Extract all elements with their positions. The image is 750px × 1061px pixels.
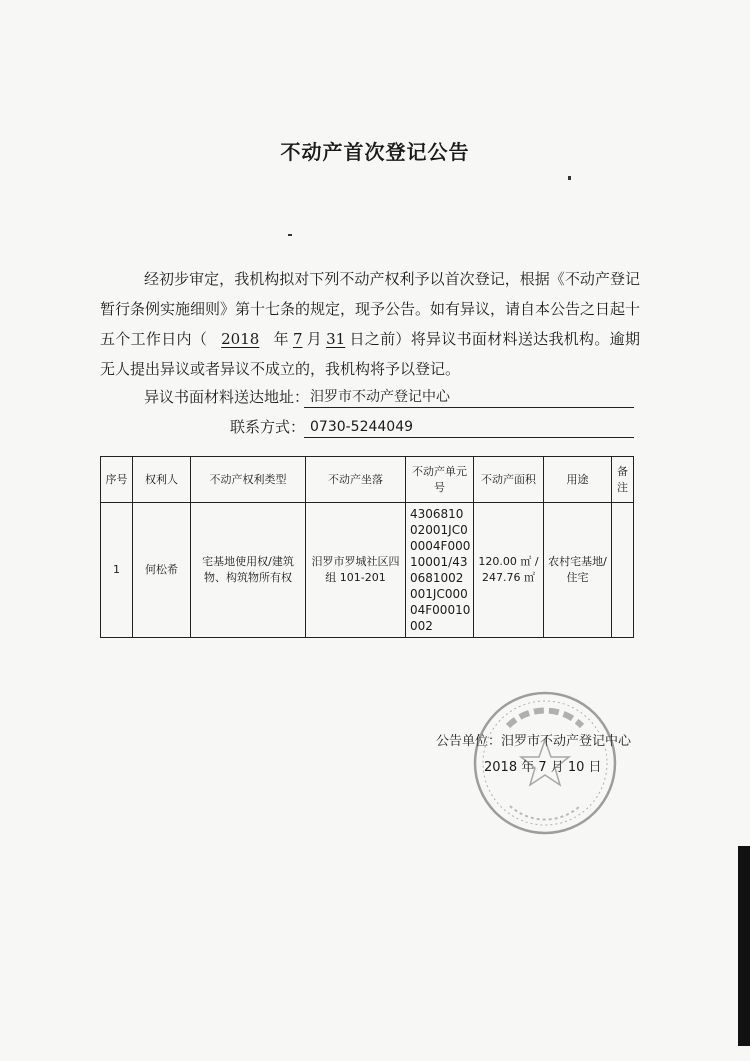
deadline-month: 7 — [292, 330, 303, 348]
official-seal-icon — [470, 688, 620, 838]
cell-unit-no: 430681002001JC00004F00010001/430681002001JC00004F00010002 — [406, 503, 474, 638]
issuer-name: 汨罗市不动产登记中心 — [501, 734, 632, 749]
contact-value: 0730-5244049 — [304, 416, 634, 438]
header-no: 序号 — [101, 457, 133, 503]
issuer-label: 公告单位： — [436, 734, 502, 749]
header-location: 不动产坐落 — [306, 457, 406, 503]
notice-body — [100, 264, 640, 384]
body-intro: 经初步审定，我机构拟对下列不动产权利予以首次登记，根据《不动产登记暂行条例实施细则》第十七条的规定，现予公告。如有异议，请自本公告之日起十五个工作日内（ — [100, 270, 641, 348]
registration-table — [100, 456, 634, 638]
header-usage: 用途 — [544, 457, 612, 503]
objection-address-label: 异议书面材料送达地址： — [144, 388, 310, 406]
contact-label: 联系方式： — [230, 418, 306, 436]
header-right-type: 不动产权利类型 — [191, 457, 306, 503]
header-unit-no: 不动产单元号 — [406, 457, 474, 503]
objection-address-row — [144, 386, 634, 408]
scan-speck — [288, 234, 292, 236]
objection-address-value: 汨罗市不动产登记中心 — [304, 386, 634, 408]
body-after-deadline: 日之前）将异议书面材料送达我机构。逾期无人提出异议或者异议不成立的，我机构将予以登记。 — [100, 330, 640, 378]
header-note: 备注 — [612, 457, 634, 503]
cell-location: 汨罗市罗城社区四组 101-201 — [306, 503, 406, 638]
month-word: 月 — [306, 330, 323, 348]
header-area: 不动产面积 — [474, 457, 544, 503]
deadline-year: 2018 — [221, 330, 260, 348]
table-row — [101, 503, 634, 638]
cell-note — [612, 503, 634, 638]
deadline-day: 31 — [326, 330, 346, 348]
notice-title: 不动产首次登记公告 — [280, 140, 470, 164]
year-word: 年 — [273, 330, 289, 348]
notice-date: 2018 年 7 月 10 日 — [484, 760, 602, 775]
cell-area: 120.00 ㎡ /247.76 ㎡ — [474, 503, 544, 638]
table-header-row — [101, 457, 634, 503]
scan-speck — [568, 176, 571, 180]
cell-holder: 何松希 — [133, 503, 191, 638]
scan-edge-shadow — [738, 846, 750, 1046]
cell-right-type: 宅基地使用权/建筑物、构筑物所有权 — [191, 503, 306, 638]
header-holder: 权利人 — [133, 457, 191, 503]
cell-no: 1 — [101, 503, 133, 638]
contact-row — [230, 416, 634, 438]
cell-usage: 农村宅基地/住宅 — [544, 503, 612, 638]
